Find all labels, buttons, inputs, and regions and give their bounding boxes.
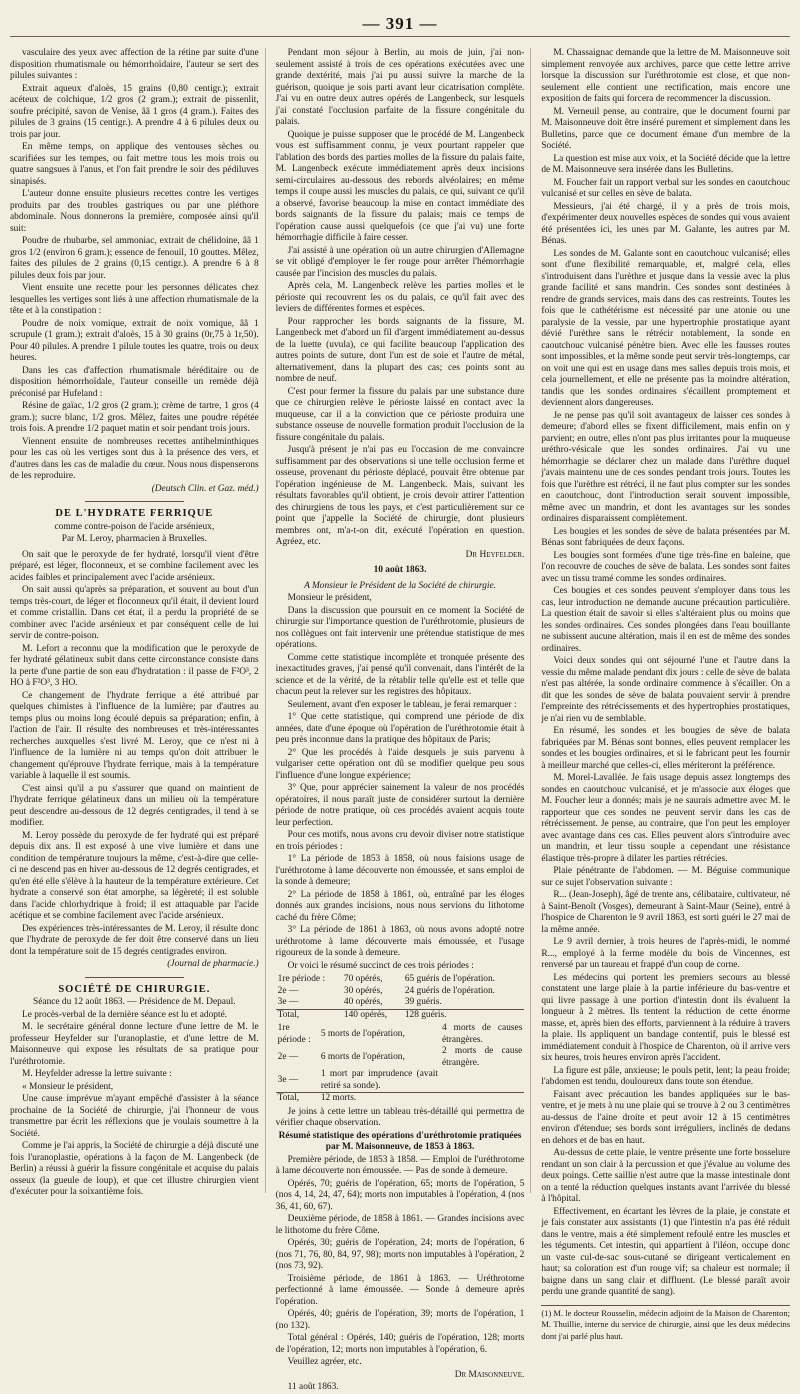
table-cell: 70 opérés, [343, 974, 383, 984]
table-total-row [276, 1093, 525, 1105]
page-header [0, 8, 800, 38]
table-cell [440, 1093, 524, 1105]
paragraph: Première période, de 1853 à 1858. — Emploi de l'uréthrotome à lame découverte non émoussée. — Pas de sonde à demeure. [275, 1154, 525, 1176]
paragraph: Les bougies et les sondes de sève de balata présentées par M. Bénas sont fabriquées de deux façons. [541, 526, 791, 548]
paragraph: Le 9 avril dernier, à trois heures de l'après-midi, le nommé R..., employé à la ferme modèle du bois de Vincennes, est renversé par un taureau et frappé d'un coup de corne. [541, 937, 791, 970]
table-cell: 2e — [277, 1051, 299, 1062]
text-columns [10, 48, 791, 1392]
paragraph: M. Morel-Lavallée. Je fais usage depuis assez longtemps des sondes en caoutchouc vulcanisé, et je m'associe aux éloges que M. Foucher leur a donnés; mais je ne saurais admettre avec M. le rapporteur que ces sondes ne peuvent servir dans les cas de rétrécissement. Je pense, au contraire, que l'on peut les employer avec avantage dans ces cas. Elles peuvent alors s'introduire avec un mandrin, et leur tissu souple a cependant une résistance élastique très-propre à dilater les parties rétrécies. [541, 773, 791, 864]
paragraph: Opérés, 70; guéris de l'opération, 65; morts de l'opération, 5 (nos 4, 14, 24, 47, 64); morts non imputables à l'opération, 4 (nos 36, 41, 60, 67). [275, 1178, 525, 1212]
paragraph: Voici deux sondes qui ont séjourné l'une et l'autre dans la vessie du même malade pendant dix jours : celle de sève de balata n'est pas altérée, la sonde ordinaire commence à s'écailler. On a dit que les sondes de sève de balata pouvaient servir à prendre l'empreinte des rétrécissements et des hypertrophies prostatiques, je n'ai rien vu de semblable. [541, 656, 791, 724]
table-total-row [276, 1009, 525, 1021]
table-cell: 24 guéris de l'opération. [404, 985, 496, 996]
column-1 [10, 48, 266, 1197]
paragraph: Pendant mon séjour à Berlin, au mois de juin, j'ai non-seulement assisté à trois de ces opérations exécutées avec une grande dextérité, mais j'ai pu aussi suivre la marche de la guérison, quoique je sois parti avant leur cicatrisation complète. J'ai vu en outre deux autres opérés de Langenbeck, sur lesquels j'ai constaté l'occlusion parfaite de la fissure congénitale du palais. [275, 48, 525, 127]
table-row [276, 974, 525, 986]
paragraph: Troisième période, de 1861 à 1863. — Uréthrotome perfectionné à lame émoussée. — Sonde à demeure après l'opération. [275, 1273, 525, 1307]
paragraph: Vient ensuite une recette pour les personnes délicates chez lesquelles les vertiges sont liés à une affection rhumatismale de la tête et à la constipation : [10, 283, 259, 316]
table-row [276, 997, 525, 1009]
paragraph: Les sondes de M. Galante sont en caoutchouc vulcanisé; elles sont d'une flexibilité remarquable, et, malgré cela, elles s'introduisent dans l'urèthre et jusque dans la vessie avec la plus grande facilité et sans mandrin. Ces sondes sont destinées à rendre de grands services, mais dans des cas restreints. Toutes les fois que le cathétérisme est nécessité par une atonie ou une paralysie de la vessie, par une hypertrophie prostatique ayant dévié l'urèthre sans le rétrécir notablement, la sonde en caoutchouc vulcanisé pénètre bien. Avec elle les fausses routes sont impossibles, et la même sonde peut servir très-longtemps, car on voit une qui est en usage dans mes salles depuis trois mois, et cela journellement, et elle ne présente pas la moindre altération, tandis que les sondes ordinaires s'écaillent promptement et deviennent alors dangereuses. [541, 248, 791, 408]
paragraph: Total général : Opérés, 140; guéris de l'opération, 128; morts de l'opération, 12; morts non imputables à l'opération, 6. [275, 1333, 525, 1355]
table-cell: Total, [276, 1009, 342, 1021]
paragraph: Effectivement, en écartant les lèvres de la plaie, je constate et je fais constater aux assistants (1) que l'intestin n'a pas été réduit dans le ventre, mais a été simplement refoulé entre les muscles et les téguments. Cet intestin, qui appartient à l'iléon, occupe donc un vaste cul-de-sac sous-cutané se dirigeant verticalement en haut; sa coloration est d'un rouge vif; sa chaleur est normale; il baigne dans un sang clair et diffluent. (Le blessé paraît avoir perdu une grande quantité de sang). [541, 1206, 791, 1297]
column-3 [541, 48, 791, 1341]
paragraph: M. Verneuil pense, au contraire, que le document fourni par M. Maisonneuve doit être inséré purement et simplement dans les Bulletins, parce que ce document émane d'un membre de la Société. [541, 106, 791, 151]
summary-title: Résumé statistique des opérations d'uréthrotomie pratiquées par M. Maisonneuve, de 1853 à 1863. [278, 1130, 522, 1152]
source-citation: (Journal de pharmacie.) [167, 959, 259, 969]
paragraph: Comme cette statistique incomplète et tronquée présente des inexactitudes graves, j'ai pensé qu'il convenait, dans l'intérêt de la science et de la vérité, de la rétablir telle qu'elle est et telle que chacun peut la relever sur les registres des hôpitaux. [275, 652, 525, 697]
paragraph: L'auteur donne ensuite plusieurs recettes contre les vertiges produits par des troubles gastriques ou par une pléthore abdominale. Nous donnerons la première, composée ainsi qu'il suit: [10, 189, 259, 234]
article-title: DE L'HYDRATE FERRIQUE [55, 508, 214, 519]
paragraph: 1° Que cette statistique, qui comprend une période de dix années, date d'une époque où l'opération de l'uréthrotomie était à peu près inconnue dans la pratique des hôpitaux de Paris; [275, 712, 525, 745]
table-cell: 6 morts de l'opération, [320, 1051, 405, 1062]
table-cell: 30 opérés, [343, 985, 383, 996]
separator [85, 977, 184, 978]
table-cell: 3e — [277, 1074, 299, 1085]
paragraph: Des expériences très-intéressantes de M. Leroy, il résulte donc que l'hydrate de peroxyde de fer doit être conservé dans un lieu dont la température soit de 15 degrés centigrades environ. [10, 923, 259, 957]
table-cell: Total, [276, 1093, 319, 1105]
paragraph: On sait aussi qu'après sa préparation, et souvent au bout d'un temps très-court, de léger et floconneux qu'il était, il devient lourd et comme cristallin. Dans cet état, il a perdu la propriété de se combiner avec l'acide arsénieux et par conséquent celle de lui servir de contre-poison. [10, 585, 259, 641]
table-cell: 12 morts. [319, 1093, 440, 1105]
paragraph: 1° La période de 1853 à 1858, où nous faisions usage de l'uréthrotome à lame découverte non émoussée, et sans emploi de la sonde à demeure; [275, 854, 525, 887]
table-row [276, 1069, 525, 1093]
paragraph: 3° Que, pour apprécier sainement la valeur de nos procédés opératoires, il nous paraît juste de considérer surtout la dernière période de notre pratique, où ces procédés avaient acquis toute leur perfection. [275, 783, 525, 828]
table-cell: 1re période : [277, 974, 326, 984]
paragraph: La question est mise aux voix, et la Société décide que la lettre de M. Maisonneuve sera insérée dans les Bulletins. [541, 153, 791, 175]
paragraph: M. Chassaignac demande que la lettre de M. Maisonneuve soit simplement renvoyée aux archives, parce que cette lettre arrive lorsque la discussion sur l'uréthrotomie est close, et que non-seulement elle contient une rectification, mais encore une exposition de faits qui forcera de recommencer la discussion. [541, 48, 791, 104]
paragraph: Résine de gaïac, 1/2 gros (2 gram.); crème de tartre, 1 gros (4 gram.); sucre blanc, 1/2 gros. Mêlez, faites une poudre répétée trois fois. A prendre 1/2 paquet matin et soir pendant trois jours. [10, 401, 259, 434]
paragraph: Une cause imprévue m'ayant empêché d'assister à la séance prochaine de la Société de chirurgie, j'ai l'honneur de vous transmettre par écrit les réflexions que je voulais soumettre à la Société. [10, 1094, 259, 1139]
operations-table [276, 974, 525, 1021]
table-cell: 140 opérés, [342, 1009, 403, 1021]
paragraph: 2° La période de 1858 à 1861, où, entraîné par les éloges donnés aux grandes incisions, nous nous servions du lithotome caché du frère Côme; [275, 889, 525, 923]
paragraph: Dans les cas d'affection rhumatismale héréditaire ou de disposition hémorrhoïdale, l'auteur conseille un remède déjà préconisé par Hufeland : [10, 365, 259, 399]
date-line: 11 août 1863. [287, 1382, 339, 1392]
paragraph: Ces bougies et ces sondes peuvent s'employer dans tous les cas, leur introduction ne demande aucune précaution particulière. La question était de savoir si elles s'altéraient plus ou moins que les sondes ordinaires. Ces sondes plongées dans l'eau bouillante ne subissent aucune altération, mais il en est de même des sondes ordinaires. [541, 586, 791, 654]
paragraph: Opérés, 30; guéris de l'opération, 24; morts de l'opération, 6 (nos 71, 76, 80, 84, 97, 98); morts non imputables à l'opération, 2 (nos 73, 92). [275, 1238, 525, 1271]
table-cell [440, 1069, 524, 1093]
separator [85, 501, 184, 502]
article-subtitle: comme contre-poison de l'acide arsénieux, [54, 521, 215, 532]
paragraph: Pour rapprocher les bords saignants de la fissure, M. Langenbeck met d'abord un fil d'argent immédiatement au-dessus de la luette (uvula), ce qui facilite beaucoup l'application des autres points de suture, dont l'un est de soie et l'autre de métal, alternativement, dans la plupart des cas; ces points sont au nombre de neuf. [275, 316, 525, 384]
paragraph: Quoique je puisse supposer que le procédé de M. Langenbeck vous est suffisamment connu, je veux pourtant rappeler que l'ablation des bords des parties molles de la fissure du palais faite, M. Langenbeck exécute immédiatement après deux incisions semi-circulaires au-dessous des rebords alvéolaires; en même temps il coupe aussi les muscles du palais, ce qui, suivant ce qu'il a observé, favorise beaucoup la mise en contact immédiate des bords saignants de la fissure du palais; mais ce temps de l'opération cause aussi quelquefois (ce que j'ai vu) une forte hémorrhagie difficile à faire cesser. [275, 129, 525, 243]
paragraph: Messieurs, j'ai été chargé, il y a près de trois mois, d'expérimenter deux nouvelles espèces de sondes qui vous avaient été présentées ici, les unes par M. Galante, les autres par M. Bénas. [541, 201, 791, 246]
paragraph: M. le secrétaire général donne lecture d'une lettre de M. le professeur Heyfelder sur l'uranoplastie, et d'une lettre de M. Maisonneuve qui expose les résultats de sa pratique pour l'uréthrotomie. [10, 1022, 259, 1067]
paragraph: Comme je l'ai appris, la Société de chirurgie a déjà discuté une fois l'uranoplastie, opérations à la façon de M. Langenbeck (de Berlin) a réussi à guérir la fissure congénitale et acquise du palais osseux (la gueule de loup), et que cet illustre chirurgien vient d'exécuter pour la soixantième fois. [10, 1141, 259, 1197]
table-cell: 128 guéris. [403, 1009, 525, 1021]
paragraph: C'est pour fermer la fissure du palais par une substance dure que ce chirurgien relève le périoste laissé en contact avec la muqueuse, car il a la conviction que ce périoste produira une substance osseuse de nouvelle formation produit l'occlusion de la fissure congénitale du palais. [275, 386, 525, 443]
paragraph: 3° La période de 1861 à 1863, où nous avons adopté notre uréthrotome à lame découverte mais émoussée, et l'usage rigoureux de la sonde à demeure. [275, 925, 525, 958]
paragraph: Poudre de rhubarbe, sel ammoniac, extrait de chélidoine, âã 1 gros 1/2 (environ 6 gram.); essence de fenouil, 10 gouttes. Mêlez, faites des pilules de 2 grains (0,15 centigr.). A prendre 6 à 8 pilules deux fois par jour. [10, 236, 259, 281]
table-cell: 1 mort par imprudence (avait retiré sa sonde). [320, 1069, 438, 1091]
paragraph: Extrait aqueux d'aloès, 15 grains (0,80 centigr.); extrait acéteux de colchique, 1/2 gros (2 gram.); extrait de pissenlit, soufre précipité, savon de Venise, âã 1 gros (4 gram.). Faites des pilules de 3 grains (15 centigr.). A prendre 4 à 6 pilules deux ou trois par jour. [10, 83, 259, 140]
page-number: — 391 — [362, 14, 438, 33]
paragraph: Les médecins qui portent les premiers secours au blessé constatent une large plaie à la partie inférieure du bas-ventre et qui livre passage à une portion d'intestin dont ils évaluent la longueur à 2 mètres. Ils tentent la réduction de cette énorme masse, et, après bien des efforts, parviennent à la réduire à travers la plaie. Ils appliquent un bandage contentif, puis le blessé est immédiatement conduit à l'hospice de Charenton, où il arrive vers six heures, trois heures environ après l'accident. [541, 972, 791, 1063]
signature: Dr Maisonneuve. [454, 1369, 525, 1380]
paragraph: Je joins à cette lettre un tableau très-détaillé qui permettra de vérifier chaque observation. [275, 1106, 525, 1128]
signature: Dr Heyfelder. [465, 549, 525, 560]
paragraph: La figure est pâle, anxieuse; le pouls petit, lent; la peau froide; l'abdomen est tendu, douloureux dans toute son étendue. [541, 1065, 791, 1087]
paragraph: Je ne pense pas qu'il soit avantageux de laisser ces sondes à demeure; d'abord elles se fixent difficilement, mais enfin on y parvient; en outre, elles n'ont pas plus irritantes pour la muqueuse uréthro-vésicale que les sondes ordinaires. J'ai vu une hémorrhagie se déclarer chez un malade dans l'urèthre duquel j'avais maintenu une de ces sondes pendant trois jours. Toutes les fois que l'urèthre est rétréci, il ne faut plus compter sur les sondes en caoutchouc, dont l'introduction serait souvent impossible, même avec un mandrin, et dont les avantages sur les sondes ordinaires disparaissent complètement. [541, 410, 791, 524]
source-citation: (Deutsch Clin. et Gaz. méd.) [151, 483, 259, 494]
paragraph: Pour ces motifs, nous avons cru devoir diviser notre statistique en trois périodes : [275, 830, 525, 852]
paragraph: Poudre de noix vomique, extrait de noix vomique, âã 1 scrupule (1 gram.); extrait d'aloès, 15 à 30 grains (0r,75 à 1r,50). Pour 40 pilules. A prendre 1 pilule toutes les quatre, trois ou deux heures. [10, 318, 259, 363]
table-cell: 1re période : [277, 1023, 311, 1045]
section-title: SOCIÉTÉ DE CHIRURGIE. [58, 983, 211, 995]
footnote: (1) M. le docteur Rousselin, médecin adjoint de la Maison de Charenton; M. Thuillie, interne du service de chirurgie, ainsi que les deux médecins dont j'ai parlé plus haut. [541, 1305, 790, 1343]
paragraph: Après cela, M. Langenbeck relève les parties molles et le périoste qui recouvrent les os du palais, ce qu'il fait avec des leviers de différentes formes et espèces. [275, 281, 525, 314]
paragraph: M. Foucher fait un rapport verbal sur les sondes en caoutchouc vulcanisé et sur celles en sève de balata. [541, 177, 791, 199]
paragraph: Les bougies sont formées d'une tige très-fine en baleine, que l'on recouvre de couches de sève de balata. Les sondes sont faites avec un tissu tramé comme les sondes ordinaires. [541, 550, 791, 584]
table-row [276, 986, 525, 998]
table-cell: 5 morts de l'opération, [320, 1028, 405, 1039]
paragraph: Faisant avec précaution les bandes appliquées sur le bas-ventre, et je mets à nu une plaie qui se trouve à 2 ou 3 centimètres au-dessus de l'aine droite et peut avoir 12 à 15 centimètres environ d'étendue; ses bords sont irréguliers, inclinés de dedans en dehors et de bas en haut. [541, 1089, 791, 1146]
table-row [276, 1046, 525, 1069]
table-cell: 3e — [277, 997, 299, 1007]
paragraph: Monsieur le président, [287, 593, 372, 603]
paragraph: Le procès-verbal de la dernière séance est lu et adopté. [22, 1009, 228, 1020]
paragraph: Viennent ensuite de nombreuses recettes antihelminthiques pour les cas où les vertiges sont dus à la présence des vers, et d'autres dans les cas de maladie du cœur. Nous nous dispenserons de les reproduire. [10, 436, 259, 481]
paragraph: Or voici le résumé succinct de ces trois périodes : [287, 960, 474, 971]
paragraph: Opérés, 40; guéris de l'opération, 39; morts de l'opération, 1 (no 132). [275, 1309, 525, 1331]
table-row [276, 1023, 525, 1046]
paragraph: Veuillez agréer, etc. [287, 1357, 362, 1367]
deaths-table [276, 1023, 525, 1105]
paragraph: R... (Jean-Joseph), âgé de trente ans, célibataire, cultivateur, né à Saint-Benoît (Vosges), demeurant à Saint-Maur (Seine), entré à l'hospice de Charenton le 9 avril 1863, est sorti guéri le 27 mai de la même année. [541, 890, 791, 935]
article-author: Par M. Leroy, pharmacien à Bruxelles. [61, 534, 207, 544]
table-cell: 2e — [277, 985, 299, 996]
date-line: 10 août 1863. [373, 565, 427, 575]
paragraph: vasculaire des yeux avec affection de la rétine par suite d'une disposition rhumatismale ou hémorrhoïdaire, l'auteur se sert des pilules suivantes : [10, 48, 259, 81]
paragraph: M. Heyfelder adresse la lettre suivante : [22, 1069, 172, 1079]
column-2 [275, 48, 532, 1392]
header-rule [10, 36, 790, 37]
paragraph: J'ai assisté à une opération où un autre chirurgien d'Allemagne se vit obligé d'employer le fer rouge pour arrêter l'hémorrhagie causée par l'incision des muscles du palais. [275, 245, 525, 279]
paragraph: Jusqu'à présent je n'ai pas eu l'occasion de me convaincre suffisamment par des observations si une telle occlusion ferme et osseuse, provenant du périoste déplacé, pouvait être obtenue par l'opération ingénieuse de M. Langenbeck. Mais, suivant les résultats favorables qu'il obtient, je crois devoir attirer l'attention des chirurgiens de tous les pays, et c'est particulièrement sur ce point que j'appelle la Société de chirurgie, dont plusieurs membres ont, m'a-t-on dit, exécuté l'opération en question. Agréez, etc. [275, 445, 525, 547]
paragraph: En même temps, on applique des ventouses sèches ou scarifiées sur les tempes, ou fait mettre tous les mois trois ou quatre sangsues à l'anus, et l'on fait prendre le soir des pédiluves sinapisés. [10, 142, 259, 187]
paragraph: M. Lefort a reconnu que la modification que le peroxyde de fer hydraté gélatineux subit dans cette circonstance consiste dans la perte d'une partie de son eau d'hydratation : il passe de F²O³, 2 HO à F²O³, 3 HO. [10, 643, 259, 688]
paragraph: Plaie pénétrante de l'abdomen. — M. Béguise communique sur ce sujet l'observation suivante : [541, 866, 791, 888]
paragraph: Ce changement de l'hydrate ferrique a été attribué par quelques chimistes à l'influence de la lumière; par d'autres au temps plus ou moins long écoulé depuis sa préparation; enfin, à l'action de l'air. Il résulte des nombreuses et très-intéressantes recherches auxquelles s'est livré M. Leroy, que ce n'est ni à l'influence de la lumière ni au temps qu'on doit attribuer le changement qu'éprouve l'hydrate ferrique, mais à la température variable à laquelle il est soumis. [10, 690, 259, 781]
paragraph: Seulement, avant d'en exposer le tableau, je ferai remarquer : [287, 699, 517, 710]
paragraph: Au-dessus de cette plaie, le ventre présente une forte bosselure rendant un son clair à la percussion et que j'évalue au volume des deux poings. Cette saillie n'est autre que la masse intestinale dont on a tenté la réduction quelques instants avant l'arrivée du blessé à l'hôpital. [541, 1148, 791, 1204]
table-cell: 65 guéris de l'opération. [404, 974, 496, 984]
table-cell: 2 morts de cause étrangère. [442, 1046, 523, 1068]
paragraph: C'est ainsi qu'il a pu s'assurer que quand on maintient de l'hydrate ferrique gélatineux dans un milieu où la température peut descendre au-dessous de 12 degrés centigrades, il tend à se modifier. [10, 783, 259, 828]
paragraph: On sait que le peroxyde de fer hydraté, lorsqu'il vient d'être préparé, est léger, floconneux, et se combine facilement avec les acides faibles et principalement avec l'acide arsénieux. [10, 549, 259, 583]
table-cell: 4 morts de causes étrangères. [442, 1023, 523, 1045]
table-cell: 39 guéris. [404, 997, 442, 1007]
session-line: Séance du 12 août 1863. — Présidence de M. Depaul. [33, 997, 236, 1007]
paragraph: « Monsieur le président, [22, 1081, 114, 1092]
paragraph: M. Leroy possède du peroxyde de fer hydraté qui est préparé depuis dix ans. Il est exposé à une vive lumière et dans une condition de température toujours la même, c'est-à-dire que celle-ci ne descend pas en hiver au-dessous de 12 degrés centigrades, et qu'en été elle s'élève à la hauteur de la température extérieure. Cet hydrate a conservé son état amorphe, sa légèreté; il est soluble dans l'acide chlorhydrique à froid; il est attaquable par l'acide acétique et se combine facilement avec l'acide arsénieux. [10, 830, 259, 921]
paragraph: 2° Que les procédés à l'aide desquels je suis parvenu à vulgariser cette opération ont dû se modifier quelque peu sous l'influence d'une longue expérience; [275, 747, 525, 781]
table-cell: 40 opérés, [343, 997, 383, 1007]
paragraph: Deuxième période, de 1858 à 1861. — Grandes incisions avec le lithotome du frère Côme. [275, 1214, 525, 1236]
letter-address: A Monsieur le Président de la Société de chirurgie. [304, 580, 496, 591]
paragraph: Dans la discussion que poursuit en ce moment la Société de chirurgie sur l'importance question de l'uréthrotomie, plusieurs de nos collègues ont fait intervenir une prétendue statistique de mes opérations. [275, 605, 525, 650]
paragraph: En résumé, les sondes et les bougies de sève de balata fabriquées par M. Bénas sont bonnes, elles peuvent remplacer les sondes et les bougies ordinaires, et si le fabricant peut les fournir à meilleur marché que celles-ci, elles mériteront la préférence. [541, 726, 791, 771]
